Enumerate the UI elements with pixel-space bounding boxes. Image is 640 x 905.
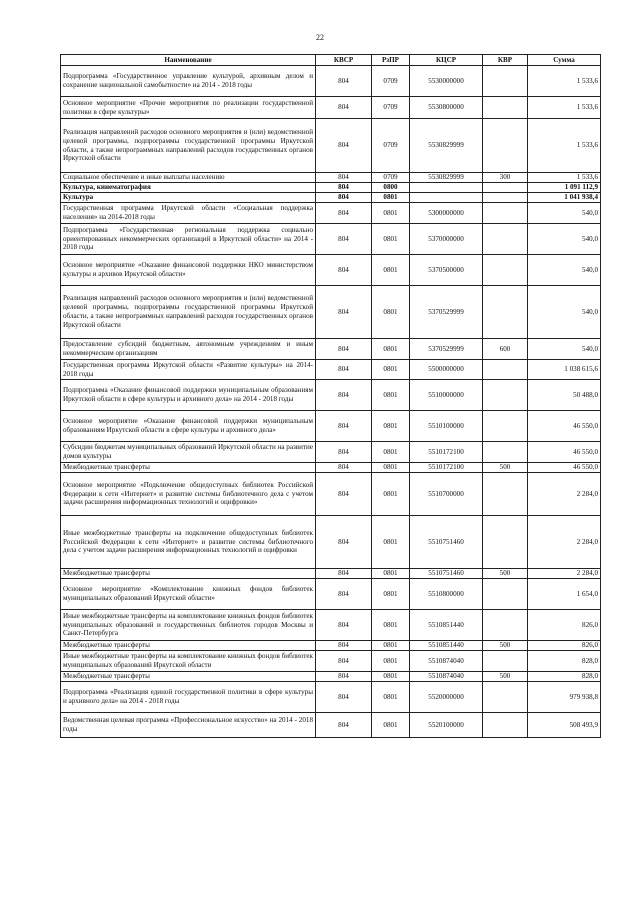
table-row	[61, 286, 601, 339]
row-kvr-cell	[483, 610, 528, 641]
row-kcsr-cell: 5530829999	[410, 173, 483, 183]
row-kvr-cell	[483, 682, 528, 713]
row-rzpr-cell: 0801	[372, 473, 410, 516]
row-name-cell: Реализация направлений расходов основного мероприятия и (или) ведомственной целевой программы, подпрограммы государственной программы Иркутской области, а также непрограммных направлений расходов государственных органов Иркутской области	[61, 286, 316, 339]
header-kvr: КВР	[483, 55, 528, 66]
row-kvr-cell	[483, 473, 528, 516]
table-row	[61, 569, 601, 579]
row-kvsr-cell: 804	[316, 286, 372, 339]
row-kcsr-cell: 5370529999	[410, 339, 483, 360]
table-row	[61, 97, 601, 119]
row-name-cell: Подпрограмма «Оказание финансовой поддержки муниципальным образованиям Иркутской области в сфере культуры и архивного дела» на 2014 - 2018 годы	[61, 380, 316, 411]
row-kvsr-cell: 804	[316, 579, 372, 610]
budget-table	[60, 54, 601, 738]
row-sum-cell: 1 533,6	[528, 97, 601, 119]
row-kcsr-cell: 5500000000	[410, 360, 483, 380]
row-kcsr-cell: 5300000000	[410, 203, 483, 224]
row-kvsr-cell: 804	[316, 193, 372, 203]
row-kcsr-cell: 5370500000	[410, 255, 483, 286]
row-name-cell: Культура	[61, 193, 316, 203]
row-name-cell: Иные межбюджетные трансферты на комплектование книжных фондов библиотек муниципальных образований и государственных библиотек городов Москвы и Санкт-Петербурга	[61, 610, 316, 641]
row-kcsr-cell: 5510874040	[410, 651, 483, 672]
row-sum-cell: 1 533,6	[528, 173, 601, 183]
row-kvr-cell	[483, 516, 528, 569]
table-row	[61, 651, 601, 672]
table-row	[61, 224, 601, 255]
table-row	[61, 641, 601, 651]
row-kcsr-cell: 5510874040	[410, 672, 483, 682]
row-rzpr-cell: 0709	[372, 66, 410, 97]
row-rzpr-cell: 0801	[372, 579, 410, 610]
row-kvsr-cell: 804	[316, 360, 372, 380]
table-row	[61, 380, 601, 411]
row-kvr-cell: 300	[483, 173, 528, 183]
row-rzpr-cell: 0801	[372, 463, 410, 473]
row-rzpr-cell: 0801	[372, 682, 410, 713]
row-kvsr-cell: 804	[316, 463, 372, 473]
header-kcsr: КЦСР	[410, 55, 483, 66]
row-kcsr-cell: 5510751460	[410, 516, 483, 569]
row-name-cell: Основное мероприятие «Подключение общедоступных библиотек Российской Федерации к сети «Интернет» и развитие системы библиотечного дела с учетом задачи расширения информационных технологий и оцифровки»	[61, 473, 316, 516]
row-kcsr-cell: 5510172100	[410, 463, 483, 473]
table-row	[61, 610, 601, 641]
page-number: 22	[316, 33, 324, 42]
row-sum-cell: 1 533,6	[528, 119, 601, 173]
row-rzpr-cell: 0801	[372, 193, 410, 203]
table-row	[61, 579, 601, 610]
row-kvr-cell	[483, 255, 528, 286]
row-kcsr-cell: 5510172100	[410, 442, 483, 463]
row-name-cell: Государственная программа Иркутской области «Социальная поддержка населения» на 2014-2018 годы	[61, 203, 316, 224]
row-sum-cell: 46 550,0	[528, 463, 601, 473]
row-rzpr-cell: 0801	[372, 286, 410, 339]
table-row	[61, 516, 601, 569]
row-kcsr-cell: 5510800000	[410, 579, 483, 610]
row-name-cell: Субсидии бюджетам муниципальных образований Иркутской области на развитие домов культуры	[61, 442, 316, 463]
row-kvsr-cell: 804	[316, 119, 372, 173]
row-kcsr-cell: 5370000000	[410, 224, 483, 255]
header-kvsr: КВСР	[316, 55, 372, 66]
row-kvsr-cell: 804	[316, 255, 372, 286]
table-row	[61, 682, 601, 713]
row-kvsr-cell: 804	[316, 442, 372, 463]
row-kcsr-cell: 5530800000	[410, 97, 483, 119]
row-kcsr-cell: 5510851440	[410, 610, 483, 641]
row-kvsr-cell: 804	[316, 651, 372, 672]
row-name-cell: Основное мероприятие «Прочие мероприятия по реализации государственной политики в сфере культуры»	[61, 97, 316, 119]
row-rzpr-cell: 0801	[372, 569, 410, 579]
row-name-cell: Межбюджетные трансферты	[61, 569, 316, 579]
row-name-cell: Реализация направлений расходов основного мероприятия и (или) ведомственной целевой программы, подпрограммы государственной программы Иркутской области, а также непрограммных направлений расходов государственных органов Иркутской области	[61, 119, 316, 173]
row-rzpr-cell: 0801	[372, 224, 410, 255]
row-name-cell: Подпрограмма «Государственное управление культурой, архивным делом и сохранение национальной самобытности» на 2014 - 2018 годы	[61, 66, 316, 97]
row-name-cell: Предоставление субсидий бюджетным, автономным учреждениям и иным некоммерческим организациям	[61, 339, 316, 360]
row-kvsr-cell: 804	[316, 713, 372, 738]
table-row	[61, 339, 601, 360]
row-sum-cell: 826,0	[528, 610, 601, 641]
row-sum-cell: 540,0	[528, 224, 601, 255]
row-kcsr-cell: 5520100000	[410, 713, 483, 738]
row-kcsr-cell: 5510751460	[410, 569, 483, 579]
row-kvr-cell: 500	[483, 641, 528, 651]
row-kvsr-cell: 804	[316, 569, 372, 579]
row-kvr-cell: 600	[483, 339, 528, 360]
row-kvsr-cell: 804	[316, 224, 372, 255]
row-kcsr-cell	[410, 193, 483, 203]
row-kvsr-cell: 804	[316, 672, 372, 682]
row-sum-cell: 50 488,0	[528, 380, 601, 411]
table-row	[61, 463, 601, 473]
row-kcsr-cell: 5510000000	[410, 380, 483, 411]
row-kvsr-cell: 804	[316, 339, 372, 360]
table-row	[61, 193, 601, 203]
row-kcsr-cell: 5510700000	[410, 473, 483, 516]
row-kvr-cell	[483, 97, 528, 119]
row-kvsr-cell: 804	[316, 173, 372, 183]
header-rzpr: РзПР	[372, 55, 410, 66]
row-kvr-cell	[483, 286, 528, 339]
row-sum-cell: 46 550,0	[528, 411, 601, 442]
row-kcsr-cell: 5510100000	[410, 411, 483, 442]
row-rzpr-cell: 0801	[372, 360, 410, 380]
row-sum-cell: 1 038 615,6	[528, 360, 601, 380]
row-rzpr-cell: 0801	[372, 203, 410, 224]
table-row	[61, 203, 601, 224]
row-name-cell: Государственная программа Иркутской области «Развитие культуры» на 2014-2018 годы	[61, 360, 316, 380]
row-sum-cell: 540,0	[528, 286, 601, 339]
table-row	[61, 473, 601, 516]
row-rzpr-cell: 0801	[372, 516, 410, 569]
row-kvsr-cell: 804	[316, 473, 372, 516]
row-kvr-cell	[483, 380, 528, 411]
row-kvr-cell	[483, 203, 528, 224]
row-kvsr-cell: 804	[316, 682, 372, 713]
table-row	[61, 672, 601, 682]
row-name-cell: Основное мероприятие «Оказание финансовой поддержки муниципальным образованиям Иркутской области в сфере культуры и архивного дела»	[61, 411, 316, 442]
row-kvsr-cell: 804	[316, 203, 372, 224]
row-rzpr-cell: 0801	[372, 411, 410, 442]
row-kcsr-cell: 5370529999	[410, 286, 483, 339]
table-row	[61, 119, 601, 173]
row-kcsr-cell: 5530829999	[410, 119, 483, 173]
row-kvr-cell: 500	[483, 672, 528, 682]
row-sum-cell: 2 284,0	[528, 516, 601, 569]
table-row	[61, 360, 601, 380]
row-kvsr-cell: 804	[316, 66, 372, 97]
row-kvr-cell	[483, 360, 528, 380]
row-rzpr-cell: 0800	[372, 183, 410, 193]
table-row	[61, 66, 601, 97]
row-sum-cell: 46 550,0	[528, 442, 601, 463]
row-rzpr-cell: 0801	[372, 380, 410, 411]
table-row	[61, 183, 601, 193]
row-rzpr-cell: 0709	[372, 97, 410, 119]
row-sum-cell: 2 284,0	[528, 569, 601, 579]
row-kvr-cell: 500	[483, 569, 528, 579]
row-name-cell: Иные межбюджетные трансферты на комплектование книжных фондов библиотек муниципальных образований Иркутской области	[61, 651, 316, 672]
table-header-row	[61, 55, 601, 66]
table-row	[61, 255, 601, 286]
row-sum-cell: 540,0	[528, 203, 601, 224]
header-sum: Сумма	[528, 55, 601, 66]
row-sum-cell: 540,0	[528, 339, 601, 360]
row-name-cell: Межбюджетные трансферты	[61, 641, 316, 651]
row-sum-cell: 979 938,8	[528, 682, 601, 713]
row-rzpr-cell: 0801	[372, 339, 410, 360]
row-sum-cell: 826,0	[528, 641, 601, 651]
row-name-cell: Ведомственная целевая программа «Профессиональное искусство» на 2014 - 2018 годы	[61, 713, 316, 738]
row-kvr-cell	[483, 579, 528, 610]
row-kvr-cell	[483, 193, 528, 203]
row-kvsr-cell: 804	[316, 97, 372, 119]
row-rzpr-cell: 0709	[372, 119, 410, 173]
row-name-cell: Основное мероприятие «Комплектование книжных фондов библиотек муниципальных образований Иркутской области»	[61, 579, 316, 610]
row-kcsr-cell: 5510851440	[410, 641, 483, 651]
row-kvsr-cell: 804	[316, 610, 372, 641]
row-sum-cell: 1 041 938,4	[528, 193, 601, 203]
row-sum-cell: 1 091 112,9	[528, 183, 601, 193]
table-row	[61, 442, 601, 463]
row-kvr-cell	[483, 651, 528, 672]
row-sum-cell: 1 654,0	[528, 579, 601, 610]
row-kvsr-cell: 804	[316, 641, 372, 651]
row-name-cell: Подпрограмма «Государственная региональная поддержка социально ориентированных некоммерческих организаций в Иркутской области» на 2014 - 2018 годы	[61, 224, 316, 255]
row-name-cell: Основное мероприятие «Оказание финансовой поддержки НКО министерством культуры и архивов Иркутской области»	[61, 255, 316, 286]
row-kvr-cell	[483, 183, 528, 193]
row-rzpr-cell: 0801	[372, 651, 410, 672]
row-kcsr-cell	[410, 183, 483, 193]
row-sum-cell: 828,0	[528, 672, 601, 682]
row-name-cell: Иные межбюджетные трансферты на подключение общедоступных библиотек Российской Федерации к сети «Интернет» и развитие системы библиотечного дела с учетом задачи расширения информационных технологий и оцифровки	[61, 516, 316, 569]
row-sum-cell: 508 493,9	[528, 713, 601, 738]
row-kvsr-cell: 804	[316, 380, 372, 411]
row-kvsr-cell: 804	[316, 183, 372, 193]
row-kvsr-cell: 804	[316, 411, 372, 442]
row-sum-cell: 1 533,6	[528, 66, 601, 97]
row-kcsr-cell: 5520000000	[410, 682, 483, 713]
row-name-cell: Социальное обеспечение и иные выплаты населению	[61, 173, 316, 183]
table-row	[61, 173, 601, 183]
row-rzpr-cell: 0801	[372, 442, 410, 463]
row-rzpr-cell: 0801	[372, 610, 410, 641]
row-name-cell: Подпрограмма «Реализация единой государственной политики в сфере культуры и архивного дела» на 2014 - 2018 годы	[61, 682, 316, 713]
row-rzpr-cell: 0801	[372, 255, 410, 286]
table-row	[61, 713, 601, 738]
row-kvr-cell	[483, 442, 528, 463]
row-name-cell: Межбюджетные трансферты	[61, 463, 316, 473]
row-kvsr-cell: 804	[316, 516, 372, 569]
row-rzpr-cell: 0801	[372, 713, 410, 738]
row-rzpr-cell: 0801	[372, 641, 410, 651]
row-sum-cell: 2 284,0	[528, 473, 601, 516]
row-kvr-cell	[483, 66, 528, 97]
row-rzpr-cell: 0709	[372, 173, 410, 183]
row-kvr-cell	[483, 411, 528, 442]
row-kvr-cell: 500	[483, 463, 528, 473]
row-kvr-cell	[483, 119, 528, 173]
row-name-cell: Межбюджетные трансферты	[61, 672, 316, 682]
row-sum-cell: 828,0	[528, 651, 601, 672]
header-name: Наименование	[61, 55, 316, 66]
row-sum-cell: 540,0	[528, 255, 601, 286]
row-kvr-cell	[483, 224, 528, 255]
row-rzpr-cell: 0801	[372, 672, 410, 682]
row-kcsr-cell: 5530000000	[410, 66, 483, 97]
row-name-cell: Культура, кинематография	[61, 183, 316, 193]
row-kvr-cell	[483, 713, 528, 738]
table-row	[61, 411, 601, 442]
